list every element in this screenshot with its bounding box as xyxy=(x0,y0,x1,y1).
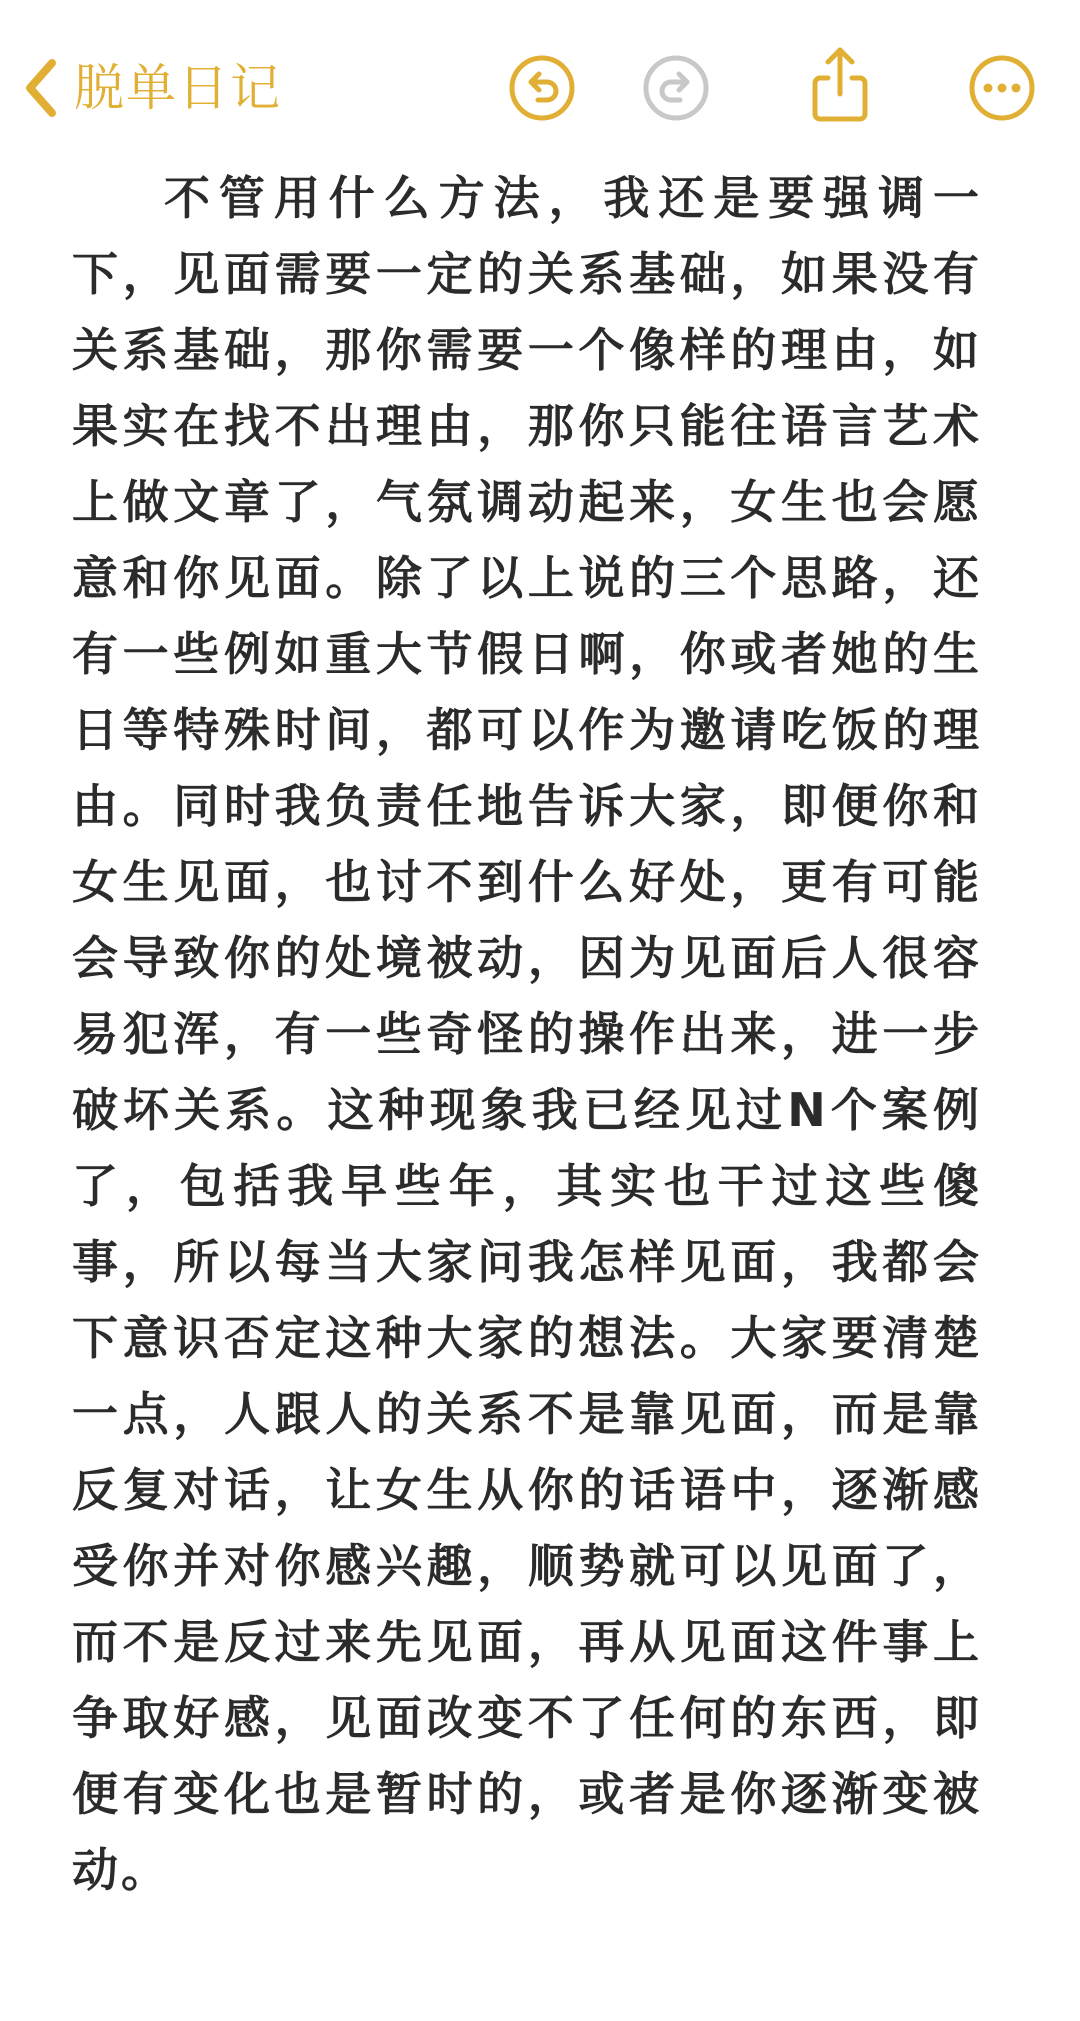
share-button[interactable] xyxy=(804,44,876,124)
undo-button[interactable] xyxy=(506,52,578,124)
more-button[interactable] xyxy=(966,52,1038,124)
chevron-left-icon xyxy=(22,57,58,119)
redo-button[interactable] xyxy=(640,52,712,124)
undo-icon xyxy=(506,52,578,124)
back-label: 脱单日记 xyxy=(74,59,282,117)
note-body[interactable]: 不管用什么方法，我还是要强调一下，见面需要一定的关系基础，如果没有关系基础，那你需要一个像样的理由，如果实在找不出理由，那你只能往语言艺术上做文章了，气氛调动起来，女生也会愿意和你见面。除了以上说的三个思路，还有一些例如重大节假日啊，你或者她的生日等特殊时间，都可以作为邀请吃饭的理由。同时我负责任地告诉大家，即便你和女生见面，也讨不到什么好处，更有可能会导致你的处境被动，因为见面后人很容易犯浑，有一些奇怪的操作出来，进一步破坏关系。这种现象我已经见过N个案例了，包括我早些年，其实也干过这些傻事，所以每当大家问我怎样见面，我都会下意识否定这种大家的想法。大家要清楚一点，人跟人的关系不是靠见面，而是靠反复对话，让女生从你的话语中，逐渐感受你并对你感兴趣，顺势就可以见面了，而不是反过来先见面，再从见面这件事上争取好感，见面改变不了任何的东西，即便有变化也是暂时的，或者是你逐渐变被动。 xyxy=(72,171,982,1897)
share-icon xyxy=(804,44,876,124)
redo-icon xyxy=(640,52,712,124)
back-button[interactable] xyxy=(22,52,282,124)
more-icon xyxy=(966,52,1038,124)
toolbar xyxy=(0,0,1080,170)
